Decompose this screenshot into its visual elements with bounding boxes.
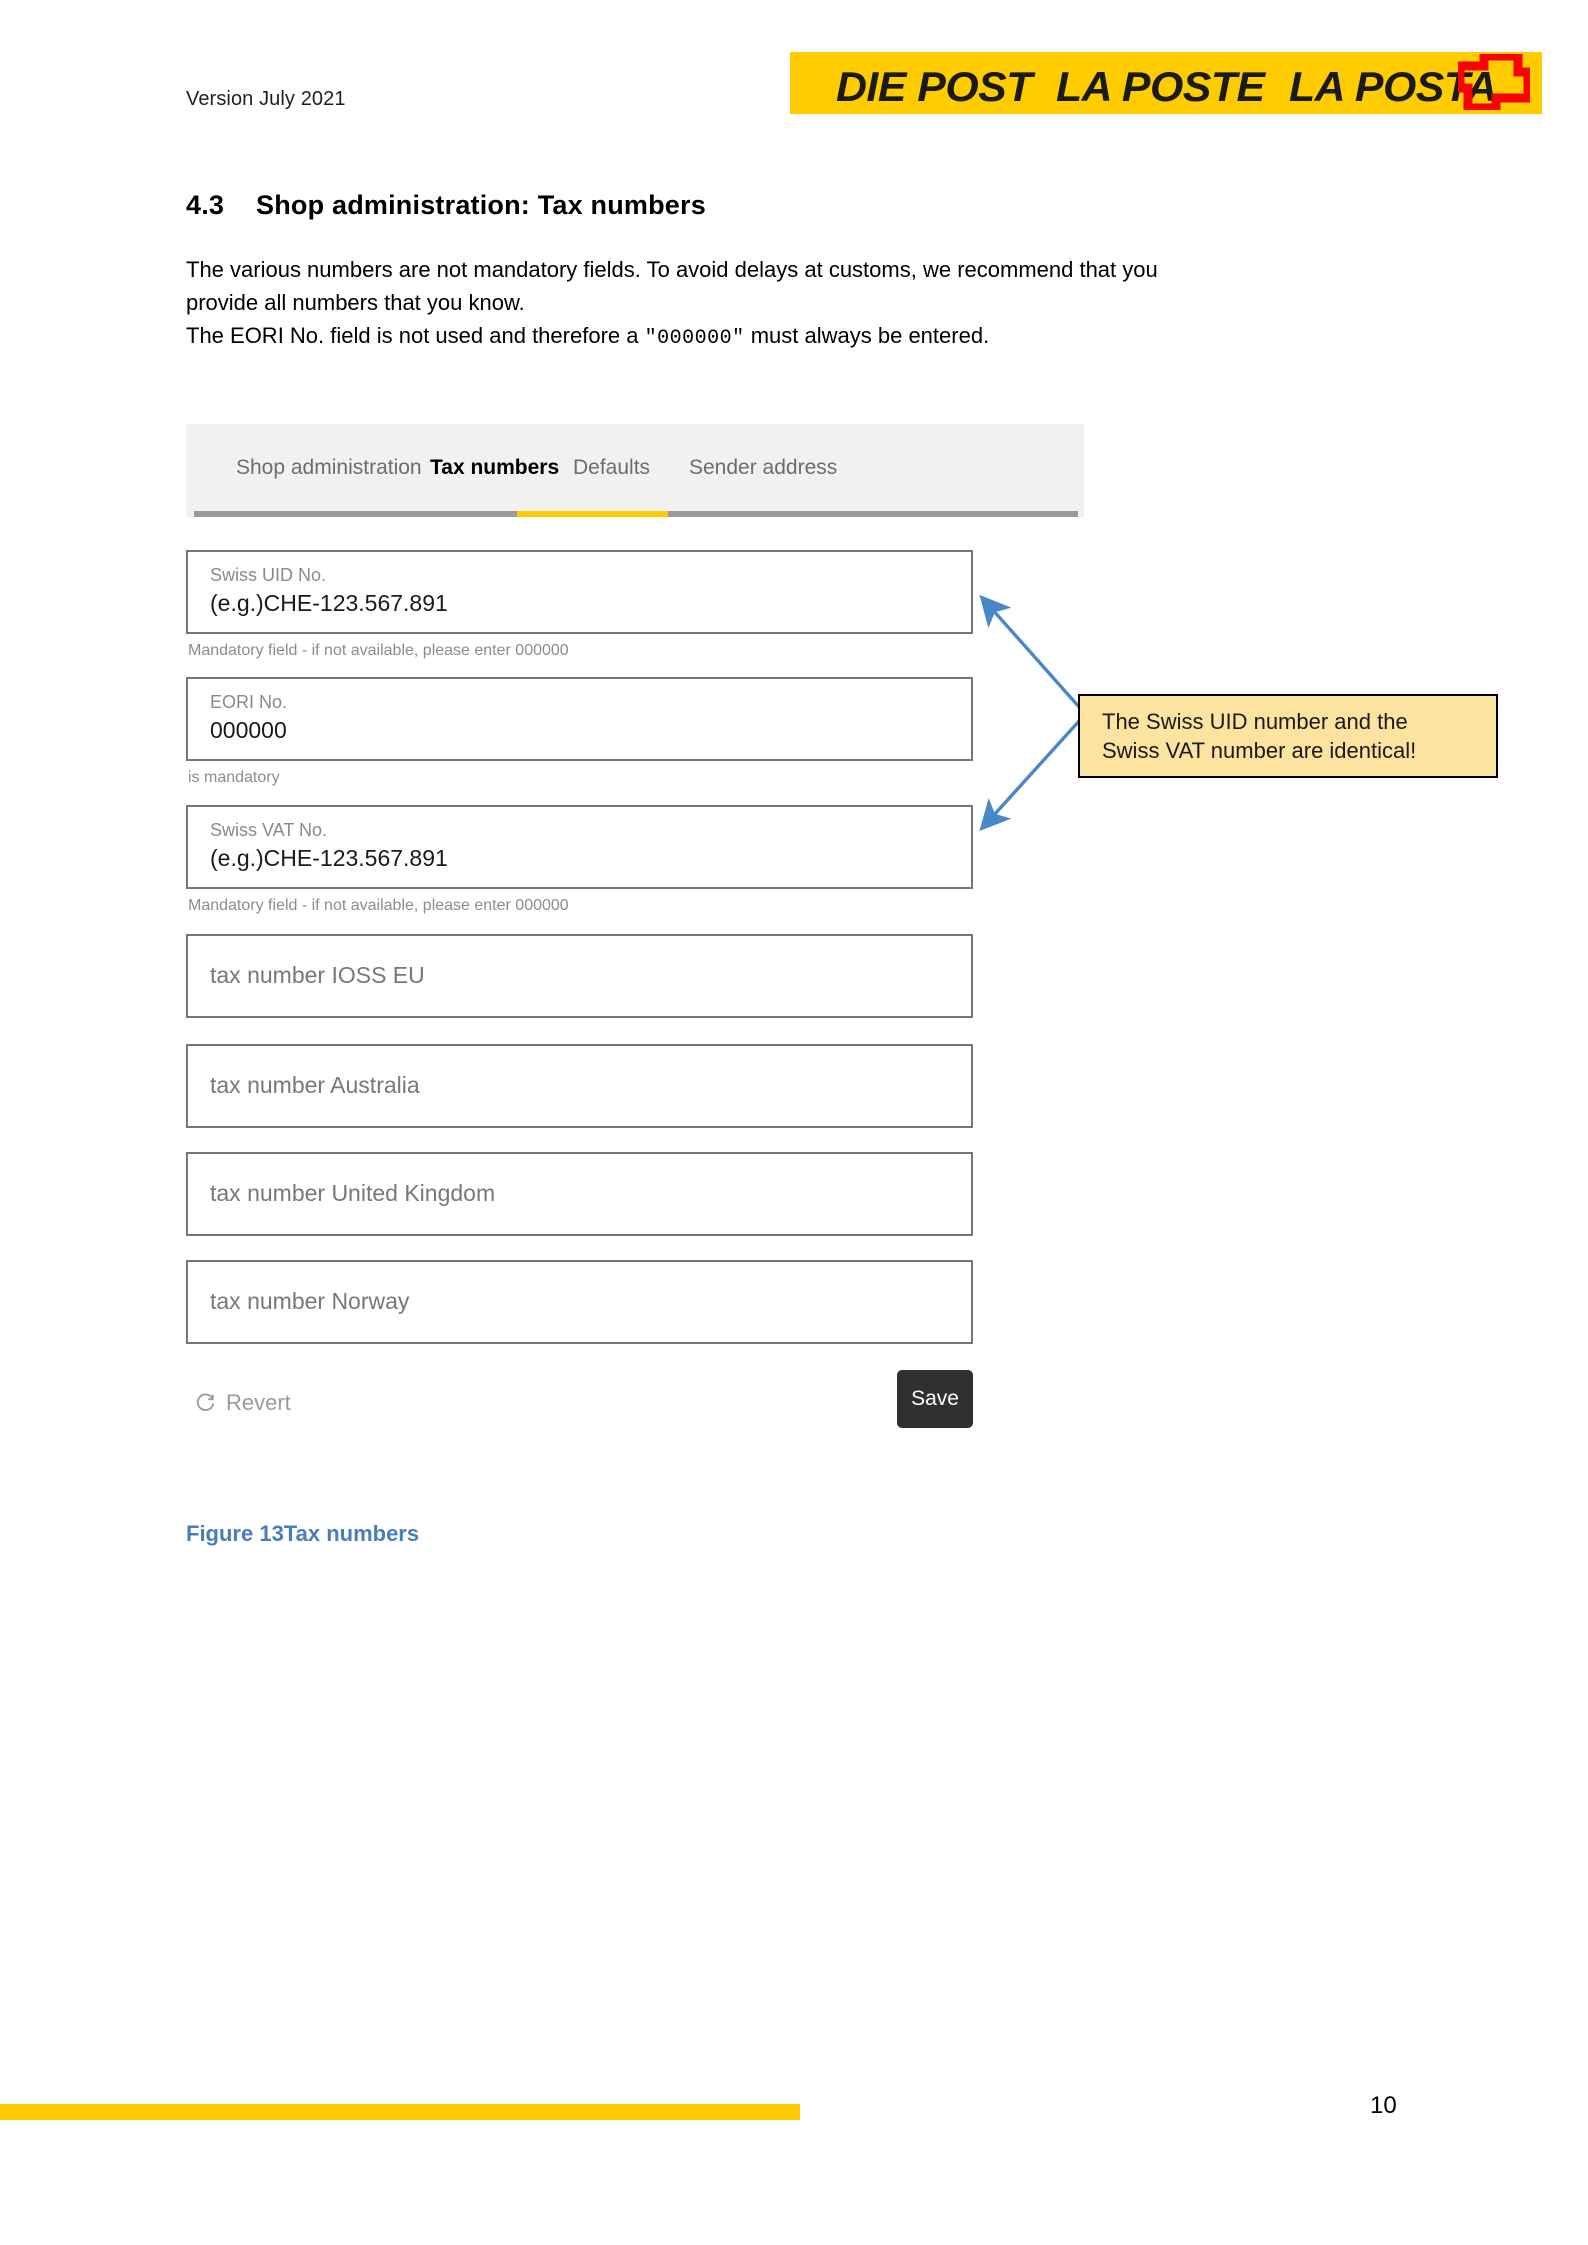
swiss-vat-value: (e.g.)CHE-123.567.891 xyxy=(210,845,448,871)
tax-number-norway-placeholder: tax number Norway xyxy=(210,1288,410,1314)
swiss-uid-helper-text: Mandatory field - if not available, please enter 000000 xyxy=(188,642,569,659)
field-block-swiss-uid xyxy=(186,550,973,660)
tax-number-ioss-eu-placeholder: tax number IOSS EU xyxy=(210,962,425,988)
intro-line-3-prefix: The EORI No. field is not used and therefore a xyxy=(186,323,645,348)
save-label: Save xyxy=(911,1387,959,1410)
swiss-vat-label: Swiss VAT No. xyxy=(210,820,328,840)
section-number: 4.3 xyxy=(186,190,225,220)
tax-number-australia-input[interactable] xyxy=(186,1044,973,1128)
intro-line-3 xyxy=(186,319,1366,355)
refresh-icon xyxy=(194,1392,216,1414)
die-post-logo xyxy=(790,52,1542,114)
tab-list xyxy=(186,424,1084,511)
intro-line-1: The various numbers are not mandatory fields. To avoid delays at customs, we recommend that you xyxy=(186,257,1158,282)
field-block-tax-number-australia xyxy=(186,1044,973,1128)
tab-shop-administration[interactable]: Shop administration xyxy=(236,455,422,479)
eori-input[interactable] xyxy=(186,677,973,761)
figure-caption: Figure 13Tax numbers xyxy=(186,1521,420,1546)
tax-number-united-kingdom-input[interactable] xyxy=(186,1152,973,1236)
eori-helper-text: is mandatory xyxy=(188,769,280,786)
tab-underline-active xyxy=(517,511,668,517)
section-title: Shop administration: Tax numbers xyxy=(256,190,706,220)
annotation-callout xyxy=(1078,694,1498,778)
intro-line-2: provide all numbers that you know. xyxy=(186,290,525,315)
tab-bar xyxy=(186,424,1084,517)
swiss-uid-value: (e.g.)CHE-123.567.891 xyxy=(210,590,448,616)
intro-line-3-code: "000000" xyxy=(644,327,745,350)
tab-tax-numbers[interactable]: Tax numbers xyxy=(430,455,560,479)
revert-button[interactable] xyxy=(194,1390,291,1416)
tab-underline-inactive-left xyxy=(194,511,517,517)
swiss-uid-label: Swiss UID No. xyxy=(210,565,327,585)
swiss-cross-icon xyxy=(1458,54,1530,110)
tab-underline-inactive-right xyxy=(668,511,1078,517)
eori-value: 000000 xyxy=(210,717,287,743)
logo-wordmark-de: DIE POST xyxy=(836,63,1032,110)
tax-number-australia-placeholder: tax number Australia xyxy=(210,1072,420,1098)
document-version-label: Version July 2021 xyxy=(186,88,346,110)
logo-wordmark-it: LA POSTA xyxy=(1288,63,1497,110)
form-actions xyxy=(186,1370,973,1440)
tax-number-united-kingdom-placeholder: tax number United Kingdom xyxy=(210,1180,496,1206)
annotation-line-1: The Swiss UID number and the xyxy=(1102,709,1408,734)
swiss-vat-helper-text: Mandatory field - if not available, please enter 000000 xyxy=(188,897,569,914)
field-block-swiss-vat xyxy=(186,805,973,915)
tab-underline xyxy=(194,511,1078,517)
eori-label: EORI No. xyxy=(210,692,288,712)
revert-label: Revert xyxy=(226,1390,291,1415)
tab-defaults[interactable]: Defaults xyxy=(573,455,651,479)
tab-sender-address[interactable]: Sender address xyxy=(689,455,838,479)
swiss-vat-input[interactable] xyxy=(186,805,973,889)
page-title xyxy=(186,190,706,221)
field-block-tax-number-norway xyxy=(186,1260,973,1344)
page-number: 10 xyxy=(1370,2092,1397,2119)
footer-accent-bar xyxy=(0,2104,800,2120)
intro-line-3-suffix: must always be entered. xyxy=(744,323,990,348)
save-button[interactable] xyxy=(897,1370,973,1428)
logo-wordmark-fr: LA POSTE xyxy=(1056,63,1265,110)
swiss-uid-input[interactable] xyxy=(186,550,973,634)
field-block-tax-number-ioss-eu xyxy=(186,934,973,1018)
annotation-line-2: Swiss VAT number are identical! xyxy=(1102,738,1417,763)
field-block-tax-number-united-kingdom xyxy=(186,1152,973,1236)
intro-paragraph xyxy=(186,253,1366,355)
arrow-to-swiss-vat xyxy=(984,720,1080,826)
tax-number-norway-input[interactable] xyxy=(186,1260,973,1344)
arrow-to-swiss-uid xyxy=(984,600,1080,708)
tax-numbers-screenshot xyxy=(186,424,1084,1415)
field-block-eori xyxy=(186,677,973,787)
tax-number-ioss-eu-input[interactable] xyxy=(186,934,973,1018)
logo-wordmarks xyxy=(790,52,1542,114)
